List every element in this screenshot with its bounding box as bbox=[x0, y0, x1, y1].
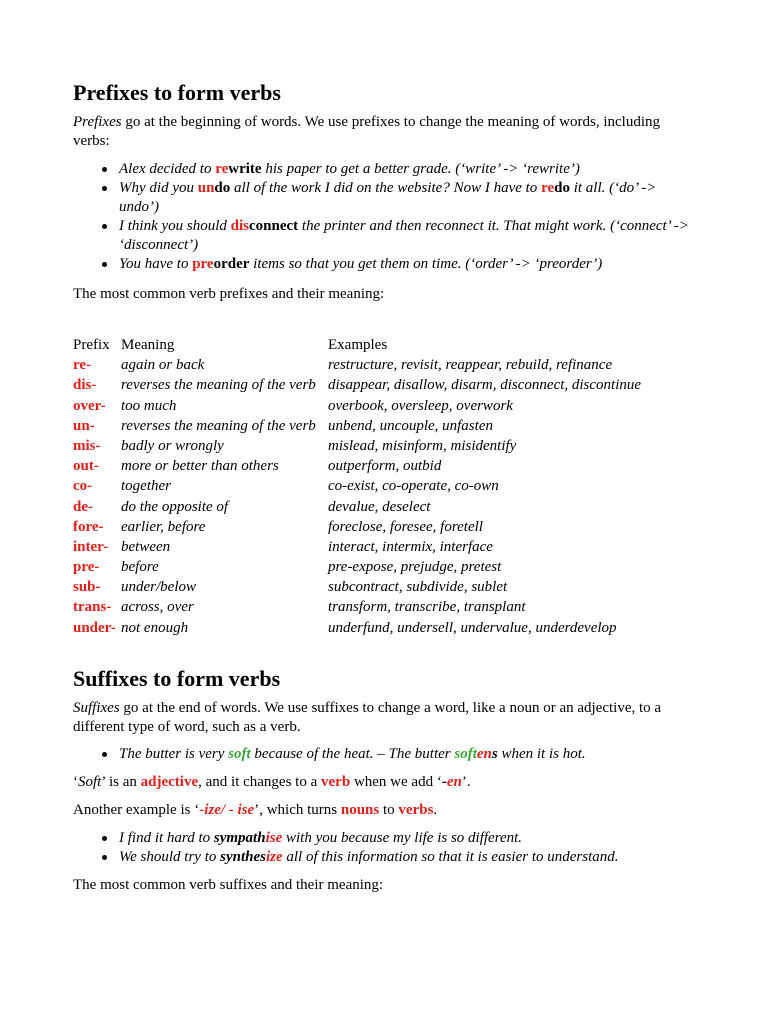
prefix-highlight: pre bbox=[73, 559, 95, 576]
prefix-dash: - bbox=[87, 478, 93, 495]
prefix-cell bbox=[73, 497, 121, 517]
examples-cell: co-exist, co-operate, co-own bbox=[328, 478, 499, 495]
table-row bbox=[73, 375, 641, 395]
table-row bbox=[73, 537, 641, 557]
prefix-highlight: sub bbox=[73, 579, 96, 596]
text: ’, which turns bbox=[254, 802, 341, 818]
prefix-highlight: dis bbox=[73, 377, 92, 394]
example-text: all of the work I did on the website? Now I have to bbox=[230, 180, 542, 196]
prefix-cell bbox=[73, 396, 121, 416]
prefix-cell bbox=[73, 597, 121, 617]
examples-cell: overbook, oversleep, overwork bbox=[328, 397, 513, 414]
prefix-highlight: over bbox=[73, 397, 101, 414]
intro-text: go at the beginning of words. We use prefixes to change the meaning of words, including verbs: bbox=[73, 114, 660, 149]
intro-term: Suffixes bbox=[73, 700, 120, 716]
examples-cell: foreclose, foresee, foretell bbox=[328, 518, 483, 535]
text: when we add ‘ bbox=[350, 774, 442, 790]
example-text: with you because my life is so different. bbox=[282, 830, 523, 846]
table-header-row bbox=[73, 335, 641, 355]
stem-word: write bbox=[228, 161, 262, 177]
column-header-prefix: Prefix bbox=[73, 337, 110, 353]
intro-text: go at the end of words. We use suffixes to change a word, like a noun or an adjective, to a different type of word, such as a verb. bbox=[73, 700, 662, 735]
prefix-highlight: de bbox=[73, 498, 88, 515]
prefix-dash: - bbox=[100, 397, 106, 414]
example-word: Soft bbox=[78, 774, 102, 790]
suffix-highlight: -ize/ - ise bbox=[199, 802, 255, 818]
column-header-examples: Examples bbox=[328, 337, 388, 353]
soft-explanation bbox=[73, 773, 693, 792]
examples-cell: interact, intermix, interface bbox=[328, 538, 493, 555]
prefix-highlight: un bbox=[73, 417, 90, 434]
table-row bbox=[73, 416, 641, 436]
suffix-highlight: ize bbox=[265, 849, 283, 865]
prefix-cell bbox=[73, 476, 121, 496]
suffix-highlight: en bbox=[446, 774, 462, 790]
text: , and it changes to a bbox=[198, 774, 322, 790]
heading-suffixes: Suffixes to form verbs bbox=[73, 666, 281, 691]
ize-explanation bbox=[73, 801, 693, 820]
meaning-cell: before bbox=[121, 559, 159, 576]
prefix-highlight: inter bbox=[73, 538, 104, 555]
prefix-highlight: re bbox=[215, 161, 229, 177]
prefix-cell bbox=[73, 375, 121, 395]
example-text: Alex decided to bbox=[119, 161, 216, 177]
prefix-dash: - bbox=[91, 377, 97, 394]
example-text: The butter is very bbox=[119, 746, 229, 762]
table-row bbox=[73, 436, 641, 456]
prefixes-intro bbox=[73, 113, 693, 151]
meaning-cell: do the opposite of bbox=[121, 498, 229, 515]
prefix-highlight: pre bbox=[192, 256, 214, 272]
prefix-dash: - bbox=[88, 498, 93, 515]
prefix-highlight: mis bbox=[73, 437, 96, 454]
prefix-highlight: trans bbox=[73, 599, 107, 616]
prefix-cell bbox=[73, 456, 121, 476]
prefix-highlight: out bbox=[73, 458, 94, 475]
stem-word: synthes bbox=[220, 849, 266, 865]
examples-cell: transform, transcribe, transplant bbox=[328, 599, 526, 616]
prefix-cell bbox=[73, 557, 121, 577]
meaning-cell: between bbox=[121, 538, 171, 555]
prefix-dash: - bbox=[103, 538, 109, 555]
meaning-cell: badly or wrongly bbox=[121, 437, 224, 454]
verb-ending: s bbox=[491, 746, 498, 762]
stem-word: sympath bbox=[213, 830, 266, 846]
prefix-highlight: re bbox=[541, 180, 555, 196]
prefix-highlight: un bbox=[197, 180, 215, 196]
text: . bbox=[433, 802, 438, 818]
dash: - bbox=[441, 774, 447, 790]
prefix-cell bbox=[73, 577, 121, 597]
column-header-meaning: Meaning bbox=[121, 337, 175, 353]
prefix-highlight: fore bbox=[73, 518, 99, 535]
prefix-table bbox=[73, 335, 641, 638]
table-row bbox=[73, 557, 641, 577]
list-item bbox=[73, 829, 693, 848]
examples-cell: restructure, revisit, reappear, rebuild, refinance bbox=[328, 357, 613, 374]
meaning-cell: not enough bbox=[121, 619, 189, 636]
base-word-highlight: soft bbox=[228, 746, 251, 762]
suffix-example-list-2 bbox=[73, 829, 693, 867]
examples-cell: unbend, uncouple, unfasten bbox=[328, 417, 493, 434]
stem-word: connect bbox=[249, 218, 299, 234]
table-row bbox=[73, 476, 641, 496]
meaning-cell: again or back bbox=[121, 357, 205, 374]
list-item bbox=[73, 848, 693, 867]
example-text: when it is hot. bbox=[497, 746, 586, 762]
table-row bbox=[73, 597, 641, 617]
meaning-cell: across, over bbox=[121, 599, 194, 616]
stem-word: do bbox=[214, 180, 231, 196]
prefix-dash: - bbox=[89, 417, 95, 434]
text: to bbox=[379, 802, 399, 818]
adjective-highlight: adjective bbox=[140, 774, 199, 790]
examples-cell: pre-expose, prejudge, pretest bbox=[328, 559, 502, 576]
prefix-table-body bbox=[73, 355, 641, 638]
list-item bbox=[73, 179, 693, 217]
examples-cell: mislead, misinform, misidentify bbox=[328, 437, 517, 454]
stem-word: do bbox=[554, 180, 570, 196]
prefix-dash: - bbox=[106, 599, 112, 616]
meaning-cell: earlier, before bbox=[121, 518, 206, 535]
example-text: the printer and then reconnect it. That might work. (‘connect’ -> ‘disconnect’) bbox=[119, 218, 689, 253]
meaning-cell: reverses the meaning of the verb bbox=[121, 377, 316, 394]
example-text: I find it hard to bbox=[119, 830, 214, 846]
example-text: I think you should bbox=[119, 218, 231, 234]
table-row bbox=[73, 618, 641, 638]
table-row bbox=[73, 497, 641, 517]
meaning-cell: together bbox=[121, 478, 171, 495]
text: Another example is ‘ bbox=[73, 802, 200, 818]
stem-word: order bbox=[213, 256, 250, 272]
text: ’. bbox=[461, 774, 471, 790]
prefix-dash: - bbox=[95, 579, 101, 596]
intro-term: Prefixes bbox=[73, 114, 122, 130]
example-text: all of this information so that it is easier to understand. bbox=[282, 849, 619, 865]
prefix-dash: - bbox=[93, 458, 99, 475]
table-row bbox=[73, 456, 641, 476]
example-text: his paper to get a better grade. (‘write’ -> ‘rewrite’) bbox=[261, 161, 580, 177]
examples-cell: subcontract, subdivide, sublet bbox=[328, 579, 508, 596]
text: ‘ bbox=[73, 774, 78, 790]
prefix-cell bbox=[73, 618, 121, 638]
prefix-example-list bbox=[73, 160, 693, 274]
prefix-dash: - bbox=[86, 357, 92, 374]
list-item bbox=[73, 160, 693, 179]
meaning-cell: more or better than others bbox=[121, 458, 279, 475]
prefix-cell bbox=[73, 537, 121, 557]
heading-prefixes: Prefixes to form verbs bbox=[73, 80, 281, 105]
nouns-highlight: nouns bbox=[340, 802, 380, 818]
list-item bbox=[73, 745, 693, 764]
suffix-highlight: ise bbox=[265, 830, 283, 846]
prefix-cell bbox=[73, 517, 121, 537]
example-text: Why did you bbox=[119, 180, 198, 196]
prefix-dash: - bbox=[98, 518, 104, 535]
prefix-cell bbox=[73, 355, 121, 375]
prefix-highlight: co bbox=[73, 478, 88, 495]
prefix-highlight: dis bbox=[230, 218, 250, 234]
examples-cell: devalue, deselect bbox=[328, 498, 431, 515]
table-row bbox=[73, 396, 641, 416]
examples-cell: disappear, disallow, disarm, disconnect, discontinue bbox=[328, 377, 642, 394]
meaning-cell: under/below bbox=[121, 579, 196, 596]
table-row bbox=[73, 355, 641, 375]
prefix-cell bbox=[73, 436, 121, 456]
example-text: We should try to bbox=[119, 849, 221, 865]
prefix-highlight: re bbox=[73, 357, 87, 374]
examples-cell: underfund, undersell, undervalue, underdevelop bbox=[328, 619, 617, 636]
verb-highlight: verb bbox=[321, 774, 351, 790]
example-text: items so that you get them on time. (‘order’ -> ‘preorder’) bbox=[249, 256, 603, 272]
example-text: because of the heat. – The butter bbox=[250, 746, 455, 762]
prefix-highlight: under bbox=[73, 619, 111, 636]
meaning-cell: reverses the meaning of the verb bbox=[121, 417, 316, 434]
example-text: You have to bbox=[119, 256, 193, 272]
table-row bbox=[73, 517, 641, 537]
prefix-table-caption: The most common verb prefixes and their meaning: bbox=[73, 286, 385, 302]
base-word-highlight: soft bbox=[454, 746, 477, 762]
verbs-highlight: verbs bbox=[398, 802, 434, 818]
prefix-dash: - bbox=[110, 619, 116, 636]
prefix-dash: - bbox=[95, 437, 101, 454]
examples-cell: outperform, outbid bbox=[328, 458, 442, 475]
meaning-cell: too much bbox=[121, 397, 177, 414]
suffix-highlight: en bbox=[476, 746, 492, 762]
example-text: it all. (‘do’ -> undo’) bbox=[119, 180, 657, 215]
prefix-dash: - bbox=[94, 559, 100, 576]
suffixes-intro bbox=[73, 699, 693, 737]
prefix-cell bbox=[73, 416, 121, 436]
table-row bbox=[73, 577, 641, 597]
text: ’ is an bbox=[101, 774, 141, 790]
list-item bbox=[73, 255, 693, 274]
suffix-example-list-1 bbox=[73, 745, 693, 764]
suffix-table-caption: The most common verb suffixes and their meaning: bbox=[73, 877, 384, 893]
list-item bbox=[73, 217, 693, 255]
